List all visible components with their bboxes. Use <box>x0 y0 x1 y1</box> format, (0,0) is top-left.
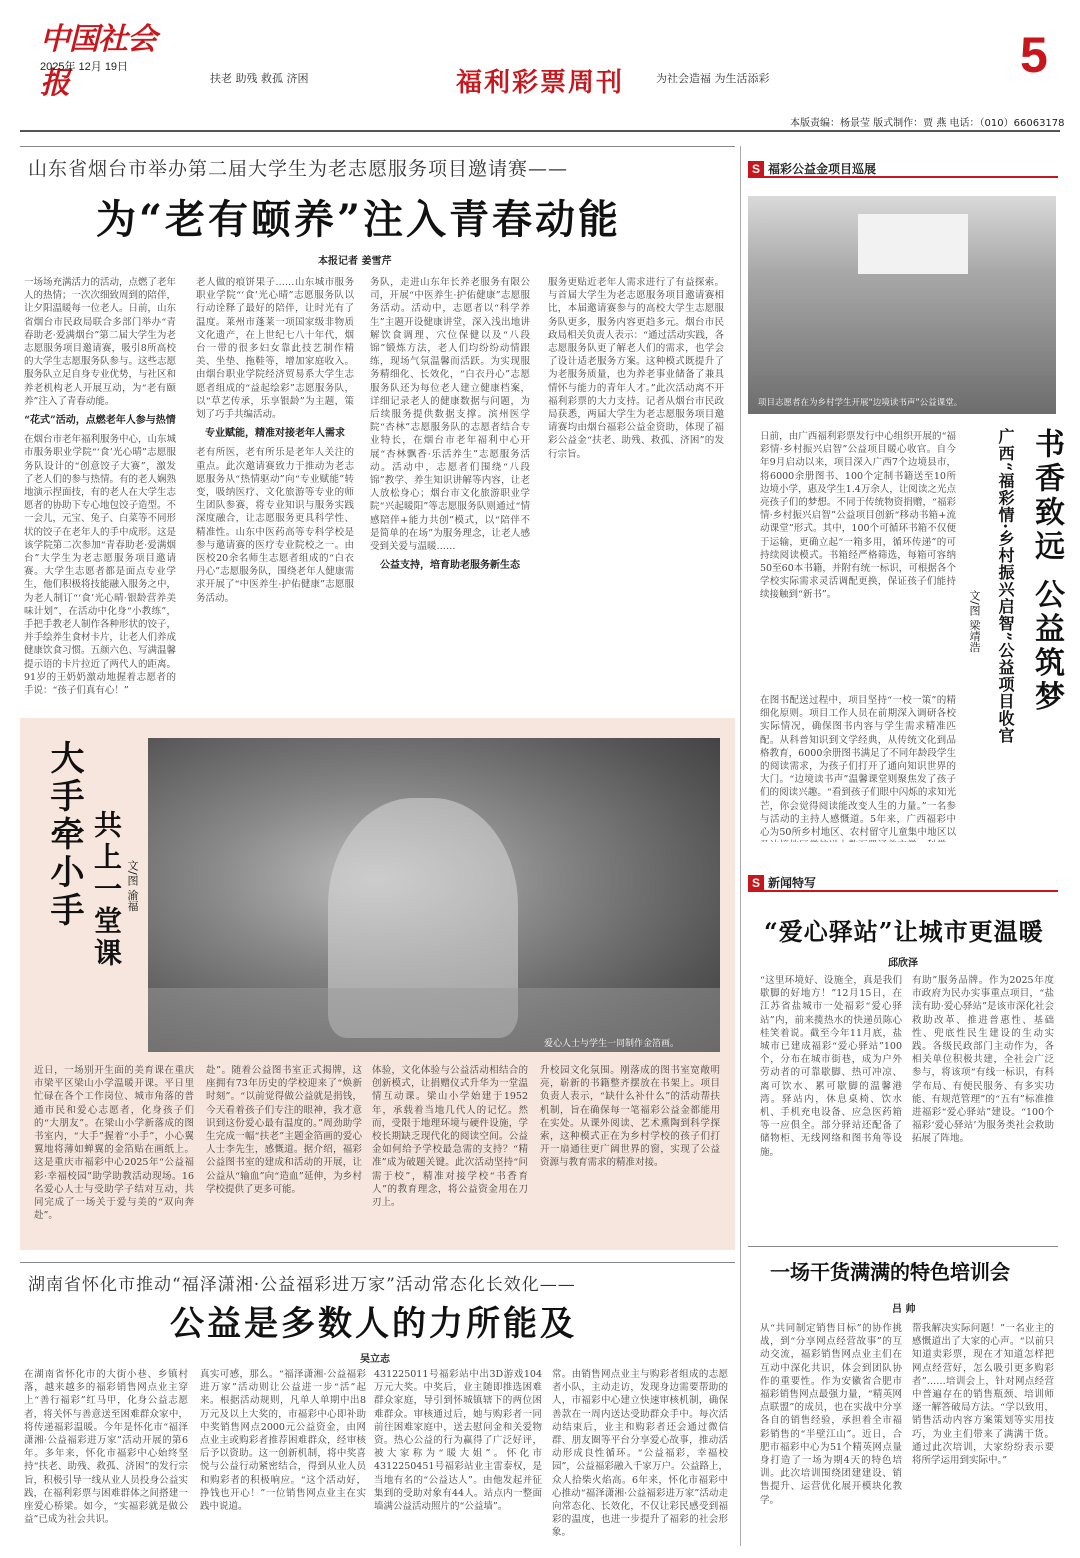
slogan-left: 扶老 助残 救孤 济困 <box>210 72 309 85</box>
masthead-divider <box>20 130 1060 132</box>
right2-column-2: 有助”服务品牌。作为2025年度市政府为民办实事重点项目，“盐渎有助·爱心驿站”是该市深化社会救助改革、推进普惠性、基础性、兜底性民生建设的生动实践。各级民政部门主动作为，各相关单位积极共建，全社会广泛参与，将该项“有线一标识，有科学布局、有便民服务、有多实功能、有规范管理”的“五有”标准推进福彩“爱心驿站”建设。“100个福彩‘爱心驿站’为服务类社会救助拓展了阵地。 <box>912 975 1054 1145</box>
issue-date: 2025年 12月 19日 <box>40 61 129 73</box>
newspaper-logo: 中国社会报 <box>40 22 156 101</box>
feature-byline: 文/图 渝福 <box>126 860 139 912</box>
section-badge-project <box>748 158 1058 178</box>
right-column-divider <box>740 146 741 1546</box>
feature-title-main: 大手牵小手 <box>44 740 84 930</box>
feature-column-1: 近日，一场别开生面的美育课在重庆市梁平区梁山小学温暖开课。平日里忙碌在各个工作岗位、城市角落的普通市民和爱心志愿者，化身孩子们的“大朋友”。在梁山小学新落成的图书室内，“大手”握着“小手”，小心翼翼地将薄如蝉翼的金箔贴在画纸上。这是重庆市福彩中心2025年“公益福彩·幸福校园”助学助教活动现场。16名爱心人士与受助学子结对互动，共同完成了一场关于爱与美的“双向奔赴”。 <box>34 1065 194 1222</box>
lead-subhead-1: “花式”活动，点燃老年人参与热情 <box>24 415 176 427</box>
section-badge-news <box>748 872 1058 892</box>
feature-column-4: 升校园文化氛围。刚落成的图书室宽敞明亮，崭新的书籍整齐摆放在书架上。项目负责人表示，“缺什么补什么”的活动帮扶机制，旨在确保每一笔福彩公益金都能用在实处。从课外阅读、艺术熏陶到科学探索，这种模式正在为乡村学校的孩子们打开一扇通往更广阔世界的窗，实现了公益资源与教育需求的精准对接。 <box>540 1065 720 1169</box>
right2-column-1: “这里环境好、设施全，真是我们歇脚的好地方！”12月15日，在江苏省盐城市一处福彩“爱心驿站”内，前来揽热水的快递员陈心桂笑着说。截至今年11月底，盐城市已建成福彩“爱心驿站”100个，分布在城市街巷，成为户外劳动者的可靠歇脚、热可冲凉、离可饮水、累可歇脚的温馨港湾。驿站内，休息桌椅、饮水机、手机充电设备、应急医药箱等一应俱全。部分驿站还配备了储物柜、无线网络和图书角等设施。 <box>760 975 902 1158</box>
right2-byline: 邱欣泽 <box>888 958 918 969</box>
badge-s-icon: S <box>748 161 764 177</box>
badge-underline <box>748 176 1058 178</box>
right3-headline: 一场干货满满的特色培训会 <box>770 1260 1010 1284</box>
lead-top-rule <box>20 146 735 147</box>
lead-byline: 本报记者 姜雪芹 <box>318 256 392 267</box>
bottom-column-4: 常。由销售网点业主与购彩者组成的志愿者小队，主动走访，发现身边需要帮助的人，市福彩中心建立快速审核机制，确保善款在一周内送达受助群众手中。每次活动结束后，业主和购彩者还会通过微信群、朋友圈等平台分享爱心故事，推动活动形成良性循环。“公益福彩，幸福校园”，公益福彩融入千家万户。公益路上，众人拾柴火焰高。6年来，怀化市福彩中心推动“福泽潇湘·公益福彩进万家”活动走向常态化、长效化，不仅让彩民感受到福彩的温度，也进一步提升了福彩的社会形象。 <box>552 1369 728 1539</box>
badge-label: 新闻特写 <box>768 876 817 890</box>
right2-headline: “爱心驿站”让城市更温暖 <box>764 917 1044 946</box>
lead-col2-para-b: 老有所医，老有所乐是老年人关注的重点。此次邀请赛致力于推动为老志愿服务从“热情驱动”向“专业赋能”转变，吸纳医疗、文化旅游等专业的师生团队参赛，将专业知识与服务实践深度融合，让志愿服务更具科学性、精准性。山东中医药高等专科学校是参与邀请赛的医疗专业院校之一。由医校20余名师生志愿者组成的“白衣丹心”志愿服务队，围绕老年人健康需求开展了“中医养生·护佑健康”志愿服务活动。 <box>196 447 354 604</box>
lead-subhead-2: 专业赋能，精准对接老年人需求 <box>205 428 345 440</box>
bottom-kicker: 湖南省怀化市推动“福泽潇湘·公益福彩进万家”活动常态化长效化—— <box>28 1275 576 1295</box>
lead-headline: 为“老有颐养”注入青春动能 <box>96 196 622 243</box>
right-photo-caption: 项目志愿者在为乡村学生开展“边境读书声”公益课堂。 <box>758 398 963 408</box>
badge-underline <box>748 890 1058 892</box>
lead-col1-para-b: 在烟台市老年福利服务中心，山东城市服务职业学院“‘食’光心晴”志愿服务队设计的“创意饺子大赛”，激发了老人们的参与热情。有的老人娴熟地演示捏面技，有的老人在大学生志愿者的协助下专心地包饺子造型。不一会儿，元宝、兔子、白菜等不同形状的饺子在老年人的手中成形。这是该学院第二次参加“青春助老·爱满烟台”大学生为老志愿服务项目邀请赛。大学生志愿者都是面点专业学生，他们积极将技能融入服务之中，为老人制订“‘食’光心晴·银龄营养美味计划”，在活动中化身“小教练”，手把手教老人制作各种形状的饺子，并手绘养生食材卡片，让老人们养成健康饮食习惯。五颜六色、写满温馨提示语的卡片拉近了两代人的距离。91岁的王奶奶激动地握着志愿者的手说：“孩子们真有心！” <box>24 434 176 697</box>
right1-byline: 文/图 梁靖浩 <box>968 590 981 653</box>
right3-top-rule <box>748 1246 1058 1247</box>
right1-title-sub: 广西“福彩情·乡村振兴启智”公益项目收官 <box>996 428 1015 744</box>
page-number: 5 <box>1020 27 1048 83</box>
feature-photo-caption: 爱心人士与学生一同制作金箔画。 <box>544 1039 680 1049</box>
lead-col4-para: 服务更贴近老年人需求进行了有益探索。与首届大学生为老志愿服务项目邀请赛相比，本届邀请赛参与的高校大学生志愿服务队更多，服务内容更趋多元。烟台市民政局相关负责人表示：“通过活动实践，各志愿服务队更了解老人们的需求，也学会了设计适老服务方案。这种模式既提升了为老服务质量，也为养老事业储备了兼具情怀与能力的青年人才。”此次活动离不开福利彩票的大力支持。记者从烟台市民政局获悉，两届大学生为老志愿服务项目邀请赛均由烟台福彩公益金资助，体现了福彩公益金“扶老、助残、救孤、济困”的发行宗旨。 <box>548 277 724 460</box>
bottom-column-3: 431225011号福彩站中出3D游戏104万元大奖。中奖后，业主随即推选困难群众家庭，导引到怀城镇辖下的两位困难群众。审核通过后，她与购彩者一同前往困难家庭中，送去慰问金和关爱物资。热心公益的行为赢得了广泛好评，被大家称为“暖大姐”。怀化市4312250451号福彩站业主雷泰权，是当地有名的“公益达人”。由他发起并征集到的受助对象有44人。站点内一整面墙满公益活动照片的“公益墙”。 <box>374 1369 542 1513</box>
right-photo <box>748 196 1056 414</box>
right3-column-2: 帮我解决实际问题！”一名业主的感慨道出了大家的心声。“以前只知道卖彩票，现在才知道怎样把网点经营好，怎么吸引更多购彩者”……培训会上，针对网点经营中普遍存在的销售瓶颈、培训师逐一解答破局方法。“学以致用，销售活动内容方案策划等实用技巧，为业主们带来了满满干货。通过此次培训，大家纷纷表示要将所学运用到实际中。” <box>912 1323 1054 1467</box>
editor-credits: 本版责编：杨景莹 版式制作：贾 燕 电话：（010）66063178 <box>790 118 1065 129</box>
right1-title-main: 书香致远 公益筑梦 <box>1029 428 1064 715</box>
feature-title-sub: 共上一堂课 <box>90 810 123 970</box>
lead-kicker: 山东省烟台市举办第二届大学生为老志愿服务项目邀请赛—— <box>28 158 569 180</box>
right1-body-1: 日前，由广西福利彩票发行中心组织开展的“福彩情·乡村振兴启智”公益项目暖心收官。自今年9月启动以来，项目深入广西7个边境县市，将6000余册图书、100个定制书籍送至10所边境小学，惠及学生1.4万余人，让阅读之光点亮孩子们的梦想。不同于传统物资捐赠，“福彩情·乡村振兴启智”公益项目创新“移动书箱+流动课堂”形式。其中，100个可循环书箱不仅便于运输，更确立起“一箱多用，循环传递”的可持续阅读模式。书箱经严格筛选，每箱可容纳50至60本书籍，并附有统一标识，可根据各个学校实际需求灵活调配更换，保证孩子们能持续接触到“新书”。 <box>760 431 956 601</box>
lead-column-4 <box>548 276 724 706</box>
right1-body-2: 在图书配送过程中，项目坚持“一校一策”的精细化原则。项目工作人员在前期深入调研各校实际情况，确保图书内容与学生需求精准匹配。从科普知识到文学经典，从传统文化到品格教育，6000余册图书满足了不同年龄段学生的阅读需求，为孩子们打开了通向知识世界的大门。“边境读书声”温馨课堂则聚焦发了孩子们的阅读兴趣。“看到孩子们眼中闪烁的求知光芒，你会觉得阅读能改变人生的力量。”一名参与活动的主持人感慨道。5年来，广西福彩中心为50所乡村地区、农村留守儿童集中地区以 <box>760 695 956 839</box>
feature-column-3: 体验，文化体验与公益活动相结合的创新模式，让捐赠仪式升华为一堂温情互动课。梁山小学始建于1952年，承载着当地几代人的记忆。然而，受限于地理环境与硬件设施，学校长期缺乏现代化的阅读空间。公益金如何给予学校最急需的支持？“精准”成为破题关键。此次活动坚持“问需于校”，精准对接学校“书香育人”的教育理念，将公益资金用在刀刃上。 <box>372 1065 528 1209</box>
feature-photo <box>148 738 720 1052</box>
lead-subhead-3: 公益支持，培育助老服务新生态 <box>380 560 520 572</box>
lead-column-2 <box>196 276 354 706</box>
bottom-byline: 吴立志 <box>360 1354 390 1365</box>
bottom-column-1: 在湖南省怀化市的大街小巷、乡镇村落，越来越多的福彩销售网点业主穿上“善行福彩”红马甲，化身公益志愿者，将关怀与善意送至困难群众家中，将传递福彩温暖。今年是怀化市“福泽潇湘·公益福彩进万家”活动开展的第6年。多年来，怀化市福彩中心始终坚持“扶老、助残、救孤、济困”的发行宗旨，积极引导一线从业人员投身公益实践，在福利彩票与困难群体之间搭建一座爱心桥梁。如今，“实福彩就是做公益”已成为社会共识。 <box>24 1369 188 1526</box>
badge-label: 福彩公益金项目巡展 <box>768 162 877 176</box>
section-banner <box>210 56 830 96</box>
lead-col3-para: 务队，走进山东年长养老服务有限公司，开展“中医养生·护佑健康”志愿服务活动。活动中，志愿者以“科学养生”主题开设健康讲堂，深入浅出地讲解饮食调理、穴位保健以及“八段锦”锻炼方法，老人们均纷纷动情跟练，现场气氛温馨而活跃。为实现服务精细化、长效化，“白衣丹心”志愿服务队还为每位老人建立健康档案，详细记录老人的健康数据与问题，为后续服务提供数据支撑。滨州医学院“杏林”志愿服务队的志愿者结合专业特长，在烟台市老年福利中心开展“杏林飘香·乐活养生”志愿服务活动。活动中，志愿者们围绕“八段锦”教学、养生知识讲解等内容，让老人放松身心；烟台市文化旅游职业学院“兴起暖阳”等志愿服务队则通过“情感陪伴+能力共创”模式，以“陪伴不是简单的在场”为服务理念，让老人感受到关爱与温暖…… <box>370 277 530 553</box>
right3-byline: 吕 帅 <box>892 1304 916 1315</box>
badge-s-icon: S <box>748 875 764 891</box>
lead-col1-para-a: 一场场充满活力的活动，点燃了老年人的热情；一次次细致周到的陪伴，让夕阳温暖每一位老人。日前，山东省烟台市民政局联合多部门举办“青春助老·爱满烟台”第二届大学生为老志愿服务项目邀请赛，吸引8所高校的大学生志愿服务队参与。这些志愿服务队立足自身专业优势，与社区和养老机构老人开展互动，为“老有颐养”注入了青春动能。 <box>24 277 176 407</box>
bottom-column-2: 真实可感，那么。“福泽潇湘·公益福彩进万家”活动则让公益进一步“活”起来。根据活动规则，凡单人单期中出8万元及以上大奖的，市福彩中心即补助中奖销售网点2000元公益资金，由网点业主或购彩者推荐困难群众，经审核后予以资助。这一创新机制，将中奖喜悦与公益行动紧密结合，得到从业人员和购彩者的积极响应。“这个活动好，挣钱也开心！”一位销售网点业主在实践中说道。 <box>200 1369 366 1513</box>
feature-column-2: 赴”。随着公益图书室正式揭牌，这座拥有73年历史的学校迎来了“焕新时刻”。“以前觉得做公益就是捐钱，今天看着孩子们专注的眼神，我才意识到这份爱心最有温度的。”周劲助学生完成一幅“扶老”主题金箔画的爱心人士李先生，感慨道。据介绍，福彩公益图书室的建成和活动的开展，让公益从“输血”向“造血”延伸，为乡村学校提供了更多可能。 <box>206 1065 362 1195</box>
slogan-right: 为社会造福 为生活添彩 <box>656 72 770 85</box>
lead-col2-para-a: 老人做的痕饼果子……山东城市服务职业学院“‘食’光心晴”志愿服务队以行动诠释了最好的陪伴，让时光有了温度。莱州市蓬莱一项国家级非物质文化遗产，在上世纪七八十年代，烟台一带的很多妇女靠此技艺制作精美、坐垫、拖鞋等，增加家庭收入。由烟台职业学院经济贸易系大学生志愿者组成的“益起绘彩”志愿服务队，以“草艺传承，乐享银龄”为主题，策划了巧手共编活动。 <box>196 277 354 421</box>
bottom-top-rule <box>20 1262 735 1263</box>
lead-column-1 <box>24 276 176 706</box>
photo-screen-shape <box>858 214 968 274</box>
section-title: 福利彩票周刊 <box>456 68 625 98</box>
right3-column-1: 从“共同制定销售目标”的协作挑战，到“分享网点经营故事”的互动交流，福彩销售网点业主们在互动中深化共识，体会到团队协作的重要性。作为安徽省合肥市福彩销售网点最强力量，“精英网点联盟”的成员，也在实战中分享各自的销售经验，承担着全市福彩销售的“半壁江山”。近日，合肥市福彩中心为51个精英网点量身打造了一场为期4天的特色培训。此次培训围绕团建建设、销售提升、运营优化展开模块化教学。 <box>760 1323 902 1506</box>
lead-column-3 <box>370 276 530 706</box>
bottom-headline: 公益是多数人的力所能及 <box>170 1304 577 1344</box>
